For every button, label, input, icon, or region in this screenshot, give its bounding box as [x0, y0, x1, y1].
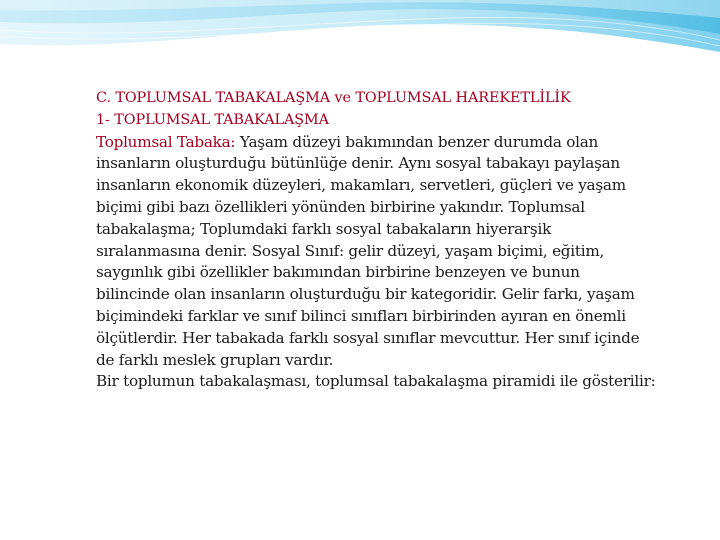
definition-paragraph — [96, 132, 656, 372]
heading-section-1: 1- TOPLUMSAL TABAKALAŞMA — [96, 111, 329, 128]
term-label: Toplumsal Tabaka: — [96, 132, 236, 151]
closing-paragraph: Bir toplumun tabakalaşması, toplumsal tabakalaşma piramidi ile gösterilir: — [96, 372, 656, 391]
slide-content — [96, 88, 656, 393]
wave-header-decoration — [0, 0, 720, 80]
definition-text: Yaşam düzeyi bakımından benzer durumda olan insanların oluşturduğu bütünlüğe denir. Aynı sosyal tabakayı paylaşan insanların ekonomik düzeyleri, makamları, servetleri, güçleri ve yaşam biçimi gibi bazı özellikleri yönünden birbirine yakındır. Toplumsal tabakalaşma; Toplumdaki farklı sosyal tabakaların hiyerarşik sıralanmasına denir. Sosyal Sınıf: gelir düzeyi, yaşam biçimi, eğitim, saygınlık gibi özellikler bakımından birbirine benzeyen ve bunun bilincinde olan insanların oluşturduğu bir kategoridir. Gelir farkı, yaşam biçimindeki farklar ve sınıf bilinci sınıfları birbirinden ayıran en önemli ölçütlerdir. Her tabakada farklı sosyal sınıflar mevcuttur. Her sınıf içinde de farklı meslek grupları vardır. — [96, 132, 640, 369]
heading-section-c: C. TOPLUMSAL TABAKALAŞMA ve TOPLUMSAL HAREKETLİLİK — [96, 90, 571, 106]
